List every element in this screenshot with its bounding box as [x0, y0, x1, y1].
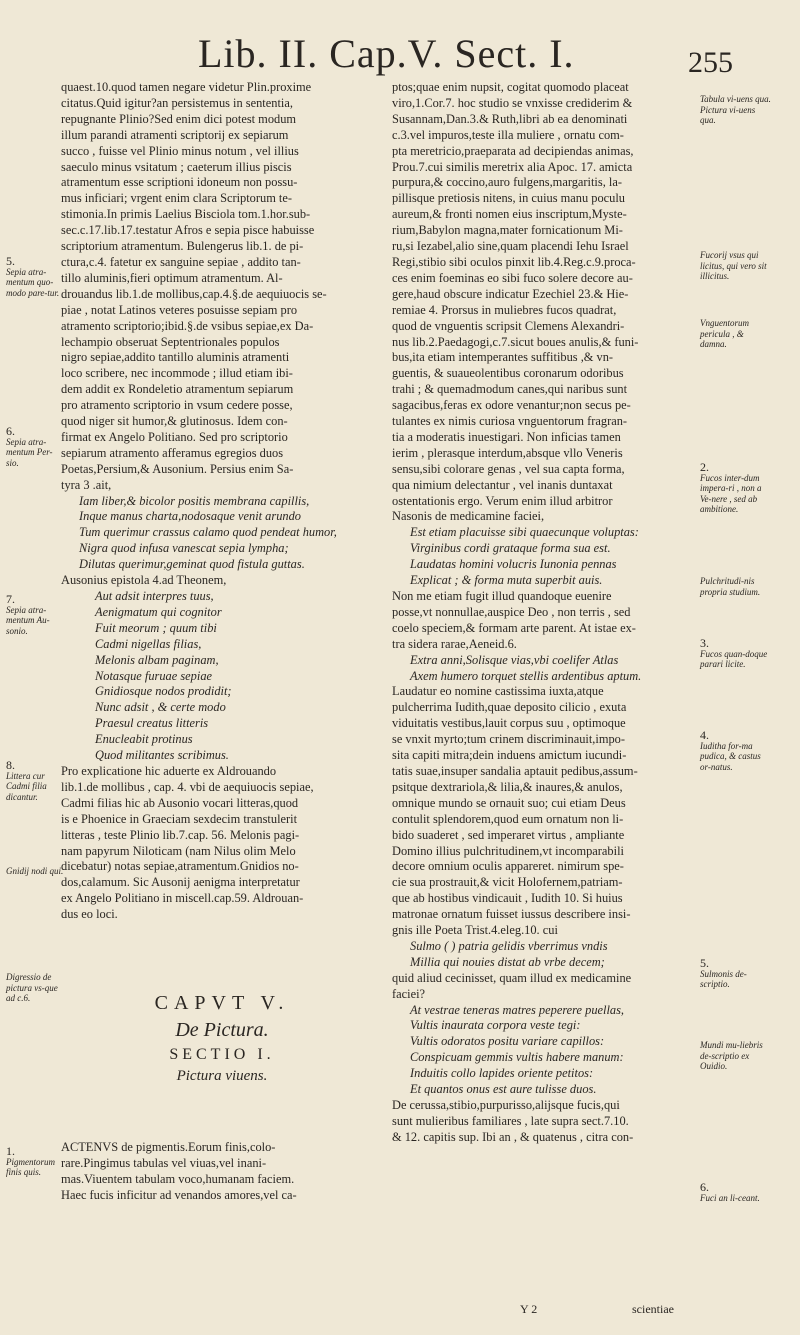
margin-note-text: Fuci an li-ceant.: [700, 1192, 760, 1203]
text-line: mus inficiari; vrgent enim clara Scriptorum te-: [61, 191, 292, 206]
text-line: litteras , teste Plinio lib.7.cap. 56. Melonis pagi-: [61, 827, 300, 842]
text-line: tulantes ex nimis curiosa vnguentorum fragran-: [392, 414, 628, 429]
text-line: Pro explicatione hic aduerte ex Aldrouando: [61, 763, 277, 778]
text-line: mas.Viuentem tabulam voco,humanam faciem.: [61, 1171, 295, 1186]
right-text-mid3: [392, 971, 674, 1003]
margin-note: [6, 972, 64, 1004]
text-line: posse,vt nonnullae,auspice Deo , non terris , sed: [392, 604, 631, 619]
margin-note-text: Fucos quan-doque parari licite.: [700, 648, 768, 669]
verse-ovid: [392, 939, 674, 971]
text-line: illum parandi atramenti scriptorij ex sepiarum: [61, 127, 289, 142]
text-line: ostentationis ergo. Verum enim illud arbitror: [392, 493, 613, 508]
margin-note-text: Fucorij vsus qui licitus, qui vero sit illicitus.: [700, 250, 767, 281]
text-line: que ab hostibus vindicauit , Iudith 10. Si huius: [392, 891, 623, 906]
margin-note-text: Sepia atra-mentum Au-sonio.: [6, 604, 50, 636]
text-line: Poetas,Persium,& Ausonium. Persius enim Sa-: [61, 461, 294, 476]
text-line: sensu,sibi colorare genas , vel sua capta forma,: [392, 461, 625, 476]
text-line: Non me etiam fugit illud quandoque euenire: [392, 589, 612, 603]
chapter-label: CAPVT V.: [154, 992, 290, 1014]
text-line: tillo aluminis,fieri optimum atramentum. Al-: [61, 270, 283, 285]
text-line: nam papyrum Niloticam (nam Nilus olim Melo: [61, 843, 296, 858]
margin-note: [6, 866, 64, 877]
text-line: atramentum esse scriptioni idoneum non possu-: [61, 175, 298, 190]
margin-note: [6, 760, 64, 802]
text-line: dicebatur) notas sepiae,atramentum.Gnidios no-: [61, 859, 299, 874]
margin-note: [700, 638, 772, 670]
text-line: & 12. capitis sup. Ibi an , & quatenus , citra con-: [392, 1129, 634, 1144]
verse-ausonius: [61, 589, 383, 764]
text-line: succo , fuisse vel Plinio minus notum , vel illius: [61, 143, 299, 158]
text-line: loco scribere, nec incommode ; illud etiam ibi-: [61, 366, 293, 381]
margin-note: [6, 256, 64, 298]
text-line: Domino illius pulchritudinem,vt incomparabili: [392, 843, 624, 858]
text-line: gere,haud obscure indicatur Ezechiel 23.& Hie-: [392, 286, 629, 301]
right-text-block: [392, 80, 674, 525]
chapter-title: De Pictura.: [175, 1019, 269, 1041]
text-line: ru,si Iezabel,alio sine,quam placendi Iehu Israel: [392, 239, 629, 254]
text-line: ces enim foeminas eo sibi fuco solere decore au-: [392, 270, 633, 285]
margin-note-number: 1.: [6, 1144, 15, 1158]
text-line: sagacibus,feras ex odore venantur;non secus pe-: [392, 398, 631, 413]
page-title: Lib. II. Cap.V. Sect. I.: [198, 31, 575, 76]
text-line: nus lib.2.Paedagogi,c.7.sicut boues anulis,& funi-: [392, 334, 639, 349]
text-line: dus eo loci.: [61, 907, 118, 922]
text-line: sepiarum atramento afferamus egregios duos: [61, 445, 284, 460]
text-line: ptos;quae enim nupsit, cogitat quomodo placeat: [392, 80, 629, 94]
right-text-mid2: [392, 684, 674, 939]
margin-note: [700, 958, 772, 990]
margin-note-text: Iuditha for-ma pudica, & castus or-natus.: [700, 740, 761, 772]
verse-line: Conspicuam gemmis vultis habere manum:: [410, 1050, 624, 1065]
running-head: [0, 30, 800, 80]
ausonius-intro: Ausonius epistola 4.ad Theonem,: [61, 573, 227, 588]
margin-note-number: 2.: [700, 460, 709, 474]
verse-line: Enucleabit protinus: [95, 732, 193, 747]
text-line: psitque dextrariola,& lilia,& inaures,& anulos,: [392, 779, 623, 794]
text-line: citatus.Quid igitur?an persistemus in sententia,: [61, 95, 293, 110]
verse-line: Melonis albam paginam,: [95, 652, 219, 667]
right-text-bottom: [392, 1098, 674, 1146]
text-line: purpura,& coccino,auro fulgens,margaritis, la-: [392, 175, 622, 190]
text-line: Laudatur eo nomine castissima iuxta,atque: [392, 684, 604, 699]
verse-line: Notasque furuae sepiae: [95, 668, 213, 683]
section-label: SECTIO I.: [169, 1046, 275, 1063]
text-line: lechampio obseruat Septentrionales populos: [61, 334, 280, 349]
text-line: coelo speciem,& formam arte parent. At istae ex-: [392, 620, 636, 635]
text-line: nigro sepiae,addito tantillo aluminis atramenti: [61, 350, 290, 365]
text-line: ACTENVS de pigmentis.Eorum finis,colo-: [61, 1140, 276, 1154]
margin-note-text: Sulmonis de-scriptio.: [700, 968, 747, 989]
text-line: dos,calamum. Sic Ausonij aenigma interpretatur: [61, 875, 300, 890]
verse-line: Nigra quod infusa vanescat sepia lympha;: [79, 541, 289, 556]
text-line: decore omnium oculis appareret. nimirum spe-: [392, 859, 624, 874]
margin-note-number: 7.: [6, 592, 15, 606]
margin-note-number: 6.: [700, 1180, 709, 1194]
verse-line: Fuit meorum ; quum tibi: [95, 620, 217, 635]
margin-note-text: Pulchritudi-nis propria studium.: [700, 576, 761, 597]
verse-persius: [61, 494, 383, 574]
margin-note-text: Pigmentorum finis quis.: [6, 1156, 55, 1177]
margin-note-number: 8.: [6, 758, 15, 772]
margin-note-number: 5.: [6, 254, 15, 268]
text-line: sita capiti mitra;dein induens amictum iucundi-: [392, 748, 627, 763]
verse-line: Praesul creatus litteris: [95, 716, 209, 731]
left-text-after-verse: [61, 764, 383, 923]
text-line: lib.1.de mollibus , cap. 4. vbi de aequiuocis sepiae,: [61, 779, 314, 794]
text-line: qua nimium delectantur , vel inanis duntaxat: [392, 477, 613, 492]
text-line: gnis ille Poeta Trist.4.eleg.10. cui: [392, 923, 558, 938]
text-line: quod niger sit humor,& glutinosus. Idem con-: [61, 414, 288, 429]
margin-note: [6, 426, 64, 468]
verse-virgil: [392, 653, 674, 685]
verse-line: Vultis inaurata corpora veste tegi:: [410, 1018, 581, 1033]
verse-line: At vestrae teneras matres peperere puellas,: [410, 1002, 625, 1017]
left-text-block: [61, 80, 383, 494]
text-line: rium,Babylon magna,mater fornicationum Mi-: [392, 223, 623, 238]
verse-line: Nunc adsit , & certe modo: [95, 700, 226, 715]
verse-line: Aut adsit interpres tuus,: [95, 589, 214, 603]
text-line: stimonia.In primis Laelius Bisciola tom.1.hor.sub-: [61, 207, 311, 222]
text-line: saeculo minus vsitatum ; caeterum illius piscis: [61, 159, 292, 174]
margin-note-number: 6.: [6, 424, 15, 438]
left-bottom-lines: [61, 1140, 383, 1204]
margin-note-text: Vnguentorum pericula , & damna.: [700, 318, 749, 349]
verse-line: Iam liber,& bicolor positis membrana capillis,: [79, 493, 310, 508]
verse-line: Dilutas querimur,geminat quod fistula guttas.: [79, 557, 305, 572]
text-line: viduitatis vestibus,lauit corpus suu , optimoque: [392, 716, 626, 731]
margin-note: [6, 1146, 64, 1178]
verse-line: Laudatas homini volucris Iunonia pennas: [410, 557, 617, 572]
text-line: Cadmi filias hic ab Ausonio vocari litteras,quod: [61, 795, 299, 810]
text-line: pulcherrima Iudith,quae deposito cilicio , exuta: [392, 700, 627, 715]
text-line: sunt mulieribus familiares , late supra sect.7.10.: [392, 1113, 629, 1128]
margin-note: [700, 462, 772, 515]
verse-line: Sulmo ( ) patria gelidis vberrimus vndis: [410, 938, 608, 953]
margin-note: [700, 730, 772, 772]
text-line: matronae ornatum fuisset iussus describere insi-: [392, 907, 631, 922]
text-line: cie sua prostrauit,& vicit Holofernem,patriam-: [392, 875, 623, 890]
margin-note-text: Sepia atra-mentum Per-sio.: [6, 436, 53, 468]
text-line: quaest.10.quod tamen negare videtur Plin.proxime: [61, 80, 312, 94]
margin-note: [6, 594, 64, 636]
text-line: ierim , plerasque interdum,absque vllo Veneris: [392, 445, 623, 460]
text-line: pta meretricio,praeparata ad decipiendas animas,: [392, 143, 634, 158]
text-line: aureum,& fronti nomen eius inscriptum,Myste-: [392, 207, 627, 222]
verse-line: Vultis odoratos positu variare capillos:: [410, 1034, 605, 1049]
margin-note-number: 5.: [700, 956, 709, 970]
margin-note-text: Tabula vi-uens qua. Pictura vi-uens qua.: [700, 94, 771, 125]
margin-note: [700, 94, 772, 126]
left-bottom-text: [61, 1140, 383, 1204]
margin-note-number: 3.: [700, 636, 709, 650]
verse-line: Induitis collo lapides oriente petitos:: [410, 1066, 594, 1081]
chapter-heading: [61, 992, 383, 1085]
text-line: Regi,stibio sibi oculos pinxit lib.4.Reg.c.9.proca-: [392, 254, 636, 269]
text-line: trahi ; & quemadmodum canes,qui naribus sunt: [392, 382, 628, 397]
text-line: contulit splendorem,quod eum ornatum non li-: [392, 811, 624, 826]
text-line: Susannam,Dan.3.& Ruth,libri ab ea denominati: [392, 111, 628, 126]
verse-naso-1: [392, 525, 674, 589]
text-line: faciei?: [392, 986, 426, 1001]
text-line: De cerussa,stibio,purpurisso,alijsque fucis,qui: [392, 1098, 620, 1112]
right-column: [392, 80, 674, 1146]
left-column: [61, 80, 383, 923]
text-line: se vnxit myrto;tum crinem discriminauit,impo-: [392, 732, 625, 747]
verse-line: Est etiam placuisse sibi quaecunque voluptas:: [410, 525, 639, 540]
text-line: firmat ex Angelo Politiano. Sed pro scriptorio: [61, 429, 288, 444]
text-line: is e Phoenice in Graeciam sexdecim transtulerit: [61, 811, 298, 826]
verse-line: Millia qui nouies distat ab vrbe decem;: [410, 954, 605, 969]
text-line: quid aliud cecinisset, quam illud ex medicamine: [392, 970, 632, 985]
margin-note: [700, 576, 772, 597]
text-line: repugnante Plinio?Sed enim dici potest modum: [61, 111, 297, 126]
text-line: guentis, & suaueolentibus coronarum odoribus: [392, 366, 624, 381]
text-line: c.3.vel impuros,teste illa muliere , ornatu com-: [392, 127, 624, 142]
verse-line: Inque manus charta,nodosaque venit arundo: [79, 509, 301, 524]
text-line: tatis suae,insuper sandalia aptauit pedibus,assum-: [392, 763, 638, 778]
text-line: piae , notat Latinos veteres posuisse sepiam pro: [61, 302, 298, 317]
margin-note-text: Mundi mu-liebris de-scriptio ex Ouidio.: [700, 1040, 763, 1071]
margin-note: [700, 250, 772, 282]
text-line: viro,1.Cor.7. hoc studio se vnxisse crediderim &: [392, 95, 633, 110]
text-line: pro atramento scriptorio in vsum cedere posse,: [61, 398, 293, 413]
verse-line: Gnidiosque nodos prodidit;: [95, 684, 232, 699]
text-line: sec.c.17.lib.17.testatur Afros e sepia pisce habuisse: [61, 223, 315, 238]
margin-note: [700, 1182, 772, 1203]
verse-line: Et quantos onus est aure tulisse duos.: [410, 1082, 597, 1097]
text-line: ctura,c.4. fatetur ex sanguine sepiae , addito tan-: [61, 254, 301, 269]
text-line: drouandus lib.1.de mollibus,cap.4.§.de aequiuocis se-: [61, 286, 327, 301]
text-line: Nasonis de medicamine faciei,: [392, 509, 545, 524]
verse-line: Aenigmatum qui cognitor: [95, 604, 222, 619]
margin-note-text: Littera cur Cadmi filia dicantur.: [6, 770, 47, 802]
text-line: pillisque pretiosis nitens, in cuius manu poculu: [392, 191, 625, 206]
page-number: 255: [688, 46, 733, 79]
verse-line: Extra anni,Solisque vias,vbi coelifer Atlas: [410, 652, 619, 667]
text-line: ex Angelo Politiano in miscell.cap.59. Aldrouan-: [61, 891, 304, 906]
verse-line: Cadmi nigellas filias,: [95, 636, 202, 651]
text-line: rare.Pingimus tabulas vel viuas,vel inani-: [61, 1155, 267, 1170]
verse-naso-2: [392, 1003, 674, 1098]
verse-line: Virginibus cordi grataque forma sua est.: [410, 541, 611, 556]
text-line: dem addit ex Rondeletio atramentum sepiarum: [61, 382, 294, 397]
text-line: Haec fucis inficitur ad venandos amores,vel ca-: [61, 1187, 297, 1202]
verse-line: Quod militantes scribimus.: [95, 748, 229, 763]
section-title: Pictura viuens.: [176, 1068, 268, 1084]
text-line: tra sidera rarae,Aeneid.6.: [392, 636, 517, 651]
margin-note: [700, 318, 772, 350]
margin-note-text: Gnidij nodi qui.: [6, 866, 64, 876]
text-line: bus,ita etiam intemperantes suffitibus ,& vn-: [392, 350, 614, 365]
text-line: tyra 3 .ait,: [61, 477, 112, 492]
margin-note-text: Sepia atra-mentum quo-modo pare-tur.: [6, 266, 60, 298]
margin-note-text: Digressio de pictura vs-que ad c.6.: [6, 972, 58, 1003]
signature-mark: Y 2: [520, 1302, 538, 1316]
text-line: Prou.7.cui similis meretrix alia Apoc. 17. amicta: [392, 159, 633, 174]
verse-line: Explicat ; & forma muta superbit auis.: [410, 573, 603, 588]
text-line: remiae 4. Prorsus in muliebres fucos quadrat,: [392, 302, 617, 317]
text-line: omnique mundo se ornauit suo; cui etiam Deus: [392, 795, 626, 810]
text-line: atramento scriptorio;ibid.§.de vsibus sepiae,ex Da-: [61, 318, 314, 333]
text-line: scriptorium atramentum. Bulengerus lib.1. de pi-: [61, 239, 304, 254]
text-line: bido suaderet , sed imperaret virtus , ampliante: [392, 827, 625, 842]
text-line: quod de vnguentis scripsit Clemens Alexandri-: [392, 318, 625, 333]
verse-line: Axem humero torquet stellis ardentibus aptum.: [410, 668, 642, 683]
right-text-mid: [392, 589, 674, 653]
catchword: scientiae: [632, 1302, 674, 1316]
verse-line: Tum querimur crassus calamo quod pendeat humor,: [79, 525, 337, 540]
margin-note-text: Fucos inter-dum impera-ri , non a Ve-nere , sed ab ambitione.: [700, 472, 762, 514]
text-line: tia a moderatis inuestigari. Non inficias tamen: [392, 429, 621, 444]
margin-note: [700, 1040, 772, 1072]
margin-note-number: 4.: [700, 728, 709, 742]
